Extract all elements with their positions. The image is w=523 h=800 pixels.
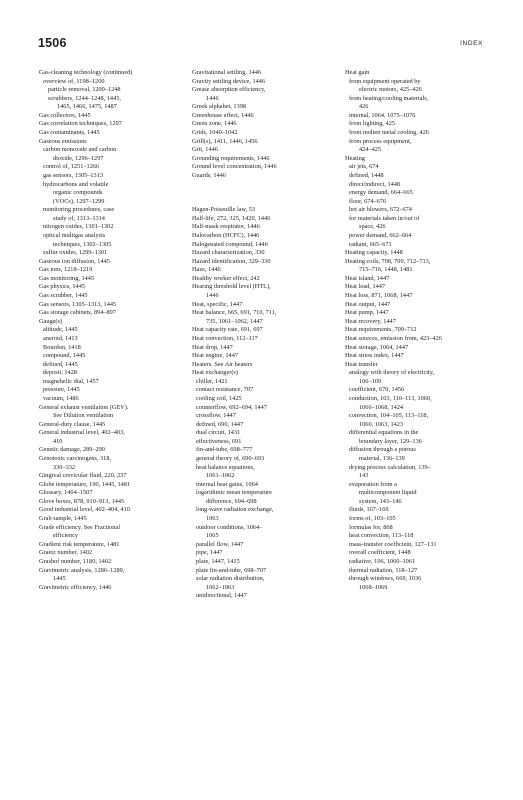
index-subentry: monitoring procedures, case: [43, 206, 115, 214]
index-entry: Gas correlation techniques, 1297: [39, 120, 122, 128]
index-entry: Grashof number, 1180, 1402: [39, 557, 112, 565]
index-subentry: electric motors, 425–426: [359, 86, 422, 94]
index-entry: Gravity settling device, 1446: [192, 77, 266, 85]
index-entry: Gas contaminants, 1445: [39, 129, 100, 137]
index-subentry: solar radiation distribution,: [196, 575, 265, 583]
index-subentry: power demand, 662–664: [349, 231, 412, 239]
index-subentry: through windows, 669, 1036: [349, 575, 422, 583]
index-subentry: 424–425: [359, 146, 382, 154]
index-entry: Hazard identification, 329–330: [192, 257, 271, 265]
index-subentry: fluids, 167–169: [349, 506, 389, 514]
index-entry: Heat storage, 1064, 1447: [345, 343, 409, 351]
index-subentry: logarithmic mean temperature: [196, 489, 272, 497]
index-subentry: efficiency: [53, 532, 79, 540]
index-subentry: analogy with theory of electricity,: [349, 369, 435, 377]
index-entry: Heat pump, 1447: [345, 309, 389, 317]
index-subentry: 1066–1068, 1424: [359, 403, 404, 411]
index-subentry: carbon monoxide and carbon: [43, 146, 117, 154]
index-subentry: scrubbers, 1244–1248, 1445,: [48, 94, 121, 102]
index-subentry: 1062–1063: [206, 583, 235, 591]
index-subentry: mass-transfer coefficient, 127–131: [349, 540, 437, 548]
index-subentry: evaporation from a: [349, 480, 397, 488]
index-subentry: 1060, 1063, 1423: [359, 420, 404, 428]
index-entry: Heat engine, 1447: [192, 352, 238, 360]
index-entry: Hearing threshold level (HTL),: [192, 283, 271, 291]
index-subentry: organic compounds: [53, 189, 103, 197]
index-entry: Gas physics, 1445: [39, 283, 85, 291]
index-subentry: fin-and-tube, 698–777: [196, 446, 253, 454]
index-entry: [192, 189, 277, 198]
index-subentry: from equipment operated by: [349, 77, 421, 85]
index-entry: Gas-cleaning technology (continued): [39, 69, 133, 76]
index-subentry: floor, 674–676: [349, 197, 387, 205]
index-entry: Gravitational settling, 1446: [192, 69, 262, 76]
index-column-1: [39, 69, 132, 592]
index-entry: Gas ions, 1218–1219: [39, 266, 93, 274]
index-subentry: multicomponent liquid: [359, 489, 417, 497]
index-subentry: 1445: [53, 575, 66, 583]
index-entry: [192, 181, 277, 190]
index-subentry: crossflow, 1447: [196, 412, 236, 420]
index-subentry: 1068–1069: [359, 583, 388, 591]
running-head: INDEX: [460, 40, 483, 47]
index-subentry: direct/indirect, 1448: [349, 180, 401, 188]
index-subentry: from lighting, 425: [349, 120, 395, 128]
index-subentry: plate fin-and-tube, 698–707: [196, 566, 267, 574]
index-entry: Greenhouse effect, 1446: [192, 111, 254, 119]
index-column-2: [192, 69, 277, 601]
index-entry: Grade efficiency. See Fractional: [39, 523, 120, 531]
index-subentry: coefficient, 670, 1456: [349, 386, 405, 394]
index-subentry: radiative, 106, 1060–1061: [349, 557, 416, 565]
index-subentry: chiller, 1421: [196, 377, 228, 385]
index-entry: Gravimetric efficiency, 1446: [39, 583, 112, 591]
index-subentry: dual circuit, 1431: [196, 429, 241, 437]
index-subentry: study of, 1313–1314: [53, 214, 105, 222]
index-entry: Gaseous emissions: [39, 137, 87, 145]
index-subentry: hydrocarbons and volatile: [43, 180, 109, 188]
index-subentry: parallel flow, 1447: [196, 540, 244, 548]
index-entry: Graetz number, 1402: [39, 549, 93, 557]
index-entry: Gingival crevicular fluid, 220, 237: [39, 472, 127, 480]
index-entry: Halogenated compound, 1446: [192, 240, 268, 248]
index-subentry: space, 426: [359, 223, 386, 231]
index-subentry: 1446: [206, 292, 219, 300]
index-entry: Heat loss, 871, 1068, 1447: [345, 292, 413, 300]
index-subentry: 1061–1062: [206, 472, 235, 480]
index-subentry: system, 143–146: [359, 497, 402, 505]
index-subentry: magnehelic dial, 1457: [43, 377, 99, 385]
index-subentry: deposit, 1428: [43, 369, 77, 377]
index-entry: Greek alphabet, 1398: [192, 103, 247, 111]
index-entry: Grit, 1446: [192, 146, 218, 154]
index-subentry: nitrogen oxides, 1301–1302: [43, 223, 114, 231]
index-entry: Globe temperature, 190, 1445, 1481: [39, 480, 131, 488]
index-subentry: 426: [359, 103, 369, 111]
index-entry: Hagen-Poiseuille law, 53: [192, 206, 256, 214]
index-subentry: forms of, 103–105: [349, 515, 396, 523]
index-subentry: conduction, 103, 110–113, 1060,: [349, 394, 432, 402]
index-entry: Gas storage cabinets, 894–897: [39, 309, 116, 317]
index-entry: Heat capacity rate, 691, 697: [192, 326, 263, 334]
index-entry: Gravimetric analysis, 1286–1289,: [39, 566, 125, 574]
index-subentry: from process equipment,: [349, 137, 412, 145]
index-subentry: overall coefficient, 1448: [349, 549, 411, 557]
index-subentry: air jets, 674: [349, 163, 379, 171]
index-entry: Gaseous ion diffusion, 1445: [39, 257, 110, 265]
index-subentry: 1446: [206, 94, 219, 102]
index-entry: General exhaust ventilation (GEV).: [39, 403, 129, 411]
index-entry: Grease absorption efficiency,: [192, 86, 266, 94]
index-subentry: heat balance equations,: [196, 463, 255, 471]
index-entry: Heating coils, 708, 709, 712–713,: [345, 257, 431, 265]
index-subentry: 1465, 1466, 1475, 1487: [57, 103, 117, 111]
index-entry: Gas monitoring, 1445: [39, 274, 95, 282]
index-subentry: drying process calculation, 139–: [349, 463, 431, 471]
index-entry: Grab sample, 1445: [39, 515, 87, 523]
page-number: 1506: [38, 36, 67, 50]
index-subentry: diffusion through a porous: [349, 446, 416, 454]
index-subentry: 410: [53, 437, 63, 445]
index-entry: Grill(s), 1411, 1446, 1456: [192, 137, 258, 145]
index-subentry: altitude, 1445: [43, 326, 78, 334]
index-subentry: aneroid, 1413: [43, 334, 78, 342]
index-entry: Genetic damage, 289–290: [39, 446, 105, 454]
index-subentry: techniques, 1302–1305: [53, 240, 112, 248]
index-subentry: Bourdon, 1418: [43, 343, 81, 351]
index-entry: Heat sources, emission from, 423–426: [345, 334, 442, 342]
index-subentry: optical multigas analysis: [43, 231, 106, 239]
index-entry: Heat convection, 112–117: [192, 334, 258, 342]
index-subentry: from heating/cooling materials,: [349, 94, 429, 102]
index-entry: Grids, 1040–1042: [192, 129, 238, 137]
index-entry: Grounding requirements, 1446: [192, 154, 270, 162]
index-subentry: sulfur oxides, 1299–1301: [43, 249, 108, 257]
index-subentry: 143: [359, 472, 369, 480]
index-entry: Ground level concentration, 1446: [192, 163, 277, 171]
index-subentry: dioxide, 1296–1297: [53, 154, 104, 162]
index-subentry: material, 136–139: [359, 455, 405, 463]
index-subentry: for materials taken in/out of: [349, 214, 420, 222]
index-subentry: 715–716, 1448, 1481: [359, 266, 413, 274]
index-entry: Heat gain: [345, 69, 370, 76]
index-entry: Heat load, 1447: [345, 283, 386, 291]
index-entry: Glossary, 1404–1507: [39, 489, 93, 497]
index-subentry: heat convection, 113–118: [349, 532, 414, 540]
index-subentry: pressure, 1445: [43, 386, 80, 394]
index-subentry: See Dilution ventilation: [53, 412, 114, 420]
index-entry: Heat output, 1447: [345, 300, 391, 308]
index-entry: Good industrial level, 402–404, 410: [39, 506, 130, 514]
index-subentry: (VOCs), 1297–1299: [53, 197, 105, 205]
index-entry: Gauge(s): [39, 317, 63, 325]
index-subentry: 735, 1061–1062, 1447: [206, 317, 263, 325]
index-subentry: defined, 1448: [349, 171, 384, 179]
index-subentry: gas sensors, 1305–1313: [43, 171, 103, 179]
index-entry: Heating capacity, 1448: [345, 249, 403, 257]
index-subentry: pipe, 1447: [196, 549, 223, 557]
index-subentry: 1063: [206, 515, 219, 523]
index-entry: Heat transfer: [345, 360, 378, 368]
index-entry: Heat, specific, 1447: [192, 300, 243, 308]
index-subentry: differential equations in the: [349, 429, 419, 437]
index-subentry: outdoor conditions, 1064–: [196, 523, 263, 531]
index-subentry: particle removal, 1200–1248: [48, 86, 121, 94]
index-subentry: 1065: [206, 532, 219, 540]
index-subentry: from molten metal cooling, 426: [349, 129, 429, 137]
index-subentry: formulas for, 868: [349, 523, 393, 531]
index-entry: Heat drop, 1447: [192, 343, 233, 351]
index-entry: General industrial level, 402–403,: [39, 429, 125, 437]
index-entry: Heat stress index, 1447: [345, 352, 404, 360]
index-subentry: radiant, 665–671: [349, 240, 392, 248]
index-subentry: 106–109: [359, 377, 382, 385]
index-entry: Halocarbon (HCFC), 1446: [192, 231, 260, 239]
index-subentry: thermal radiation, 118–127: [349, 566, 418, 574]
index-entry: Half-mask respirator, 1446: [192, 223, 260, 231]
index-subentry: defined, 1445: [43, 360, 78, 368]
index-entry: Healthy worker effect, 242: [192, 274, 260, 282]
index-entry: Green zone, 1446: [192, 120, 237, 128]
index-entry: Gas scrubber, 1445: [39, 292, 88, 300]
index-subentry: long-wave radiation exchange,: [196, 506, 274, 514]
index-entry: Heat exchanger(s): [192, 369, 238, 377]
index-entry: Half-life, 272, 325, 1420, 1446: [192, 214, 271, 222]
index-entry: Heat recovery, 1447: [345, 317, 396, 325]
index-subentry: convection, 104–105, 113–118,: [349, 412, 429, 420]
index-subentry: compound, 1445: [43, 352, 86, 360]
index-entry: Glove boxes, 878, 910–913, 1445: [39, 497, 125, 505]
index-subentry: unidirectional, 1447: [196, 592, 247, 600]
index-entry: Heat requirements, 709–712: [345, 326, 417, 334]
index-subentry: cooling coil, 1425: [196, 394, 242, 402]
index-subentry: energy demand, 664–665: [349, 189, 413, 197]
index-subentry: hot air blowers, 672–674: [349, 206, 412, 214]
index-subentry: 330–332: [53, 463, 76, 471]
index-entry: Heat balance, 665, 691, 710, 711,: [192, 309, 277, 317]
index-subentry: boundary layer, 129–136: [359, 437, 422, 445]
index-subentry: plate, 1447, 1415: [196, 557, 240, 565]
index-entry: Heaters. See Air heaters: [192, 360, 253, 368]
index-entry: Genotoxic carcinogens, 318,: [39, 455, 112, 463]
index-entry: Gas collectors, 1445: [39, 111, 91, 119]
index-subentry: general theory of, 690–693: [196, 455, 265, 463]
index-subentry: overview of, 1198–1200: [43, 77, 105, 85]
index-subentry: defined, 690, 1447: [196, 420, 244, 428]
index-entry: Haze, 1446: [192, 266, 221, 274]
index-subentry: control of, 1251–1266: [43, 163, 100, 171]
index-entry: Gradient risk temperature, 1481: [39, 540, 120, 548]
index-subentry: internal, 1064, 1075–1076: [349, 111, 416, 119]
index-entry: Hazard characterization, 330: [192, 249, 265, 257]
index-entry: Heating: [345, 154, 365, 162]
index-subentry: counterflow, 692–694, 1447: [196, 403, 267, 411]
index-subentry: internal heat gains, 1064: [196, 480, 258, 488]
index-column-3: [345, 69, 442, 592]
index-entry: Guards, 1446: [192, 171, 226, 179]
index-entry: Gas sensors, 1305–1313, 1445: [39, 300, 117, 308]
index-subentry: contact resistance, 707: [196, 386, 254, 394]
index-subentry: vacuum, 1486: [43, 394, 79, 402]
index-entry: General-duty clause, 1445: [39, 420, 106, 428]
index-entry: Heat island, 1447: [345, 274, 390, 282]
index-entry: [192, 198, 277, 207]
index-subentry: difference, 694–698: [206, 497, 257, 505]
index-subentry: effectiveness, 691: [196, 437, 242, 445]
